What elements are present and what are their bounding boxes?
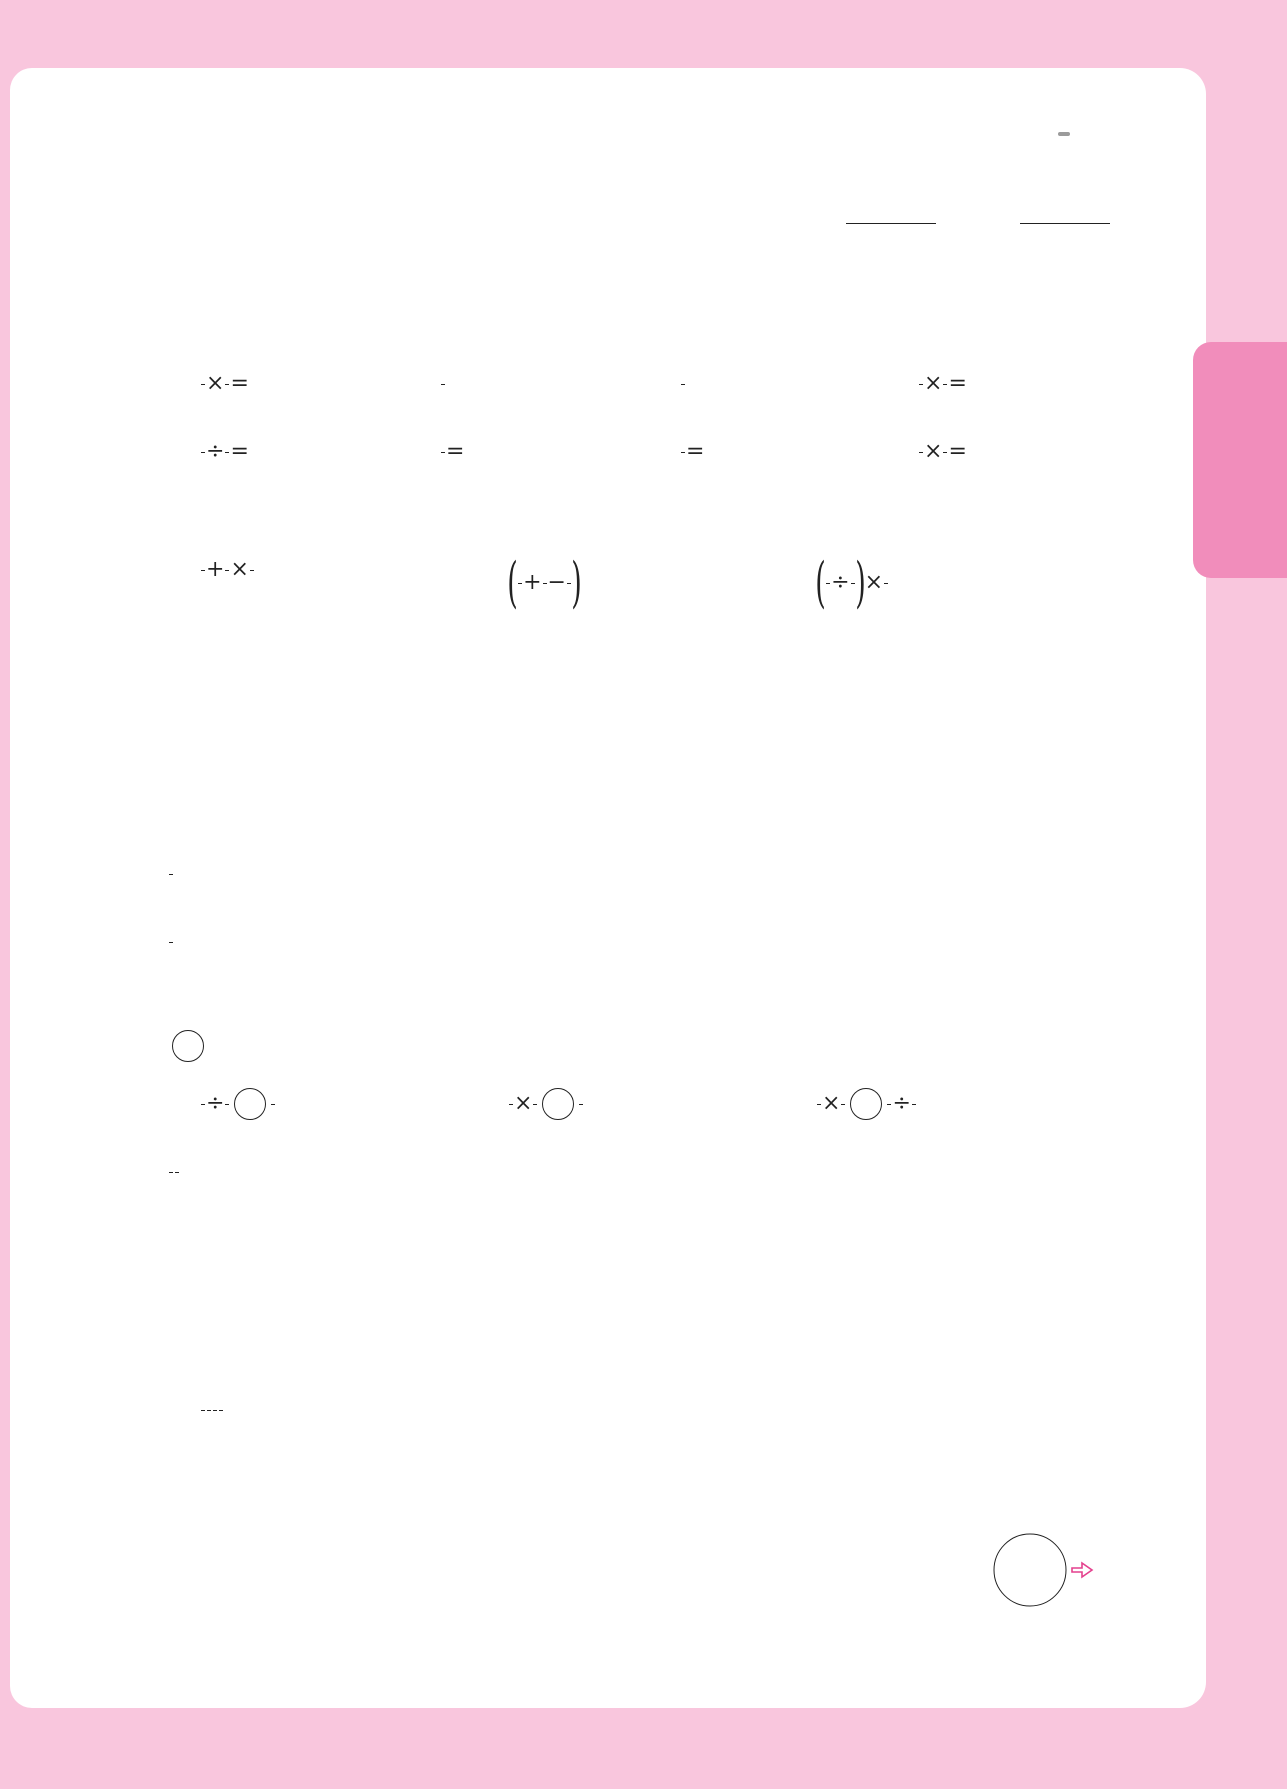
compare-circle[interactable] (542, 1088, 574, 1120)
arrow-icon (1072, 1563, 1092, 1577)
fill-q6-line2 (200, 1396, 224, 1424)
circle-icon (172, 1030, 204, 1062)
side-tab (1193, 342, 1287, 578)
fill-q4-line1[interactable] (168, 1158, 180, 1186)
compare-circle[interactable] (234, 1088, 266, 1120)
expr-1-2 (440, 370, 446, 398)
score-field[interactable] (846, 200, 936, 224)
grade-field[interactable] (1020, 200, 1110, 224)
expr-1-8: × = (918, 438, 967, 466)
calc-3: ( ÷ )× (816, 556, 889, 610)
fill-q3-label (168, 1030, 208, 1062)
expr-1-3 (680, 370, 686, 398)
compare-3[interactable]: × ÷ (816, 1088, 917, 1120)
compare-1[interactable]: ÷ (200, 1088, 276, 1120)
footer (822, 1668, 832, 1706)
expr-1-4: × = (918, 370, 967, 398)
sector-circle-icon (994, 1534, 1066, 1606)
expr-1-5: ÷ = (200, 438, 249, 466)
sector-figure (990, 1490, 1160, 1640)
fill-q2-line1[interactable] (168, 928, 174, 956)
compare-circle[interactable] (850, 1088, 882, 1120)
expr-1-1: × = (200, 370, 249, 398)
calc-2: ( + − ) (507, 551, 582, 614)
expr-1-7: = (680, 438, 704, 466)
answer-reference (1058, 132, 1070, 136)
expr-1-6: = (440, 438, 464, 466)
fill-q1[interactable] (168, 860, 174, 888)
compare-2[interactable]: × (508, 1088, 584, 1120)
calc-1: + × (200, 556, 255, 584)
